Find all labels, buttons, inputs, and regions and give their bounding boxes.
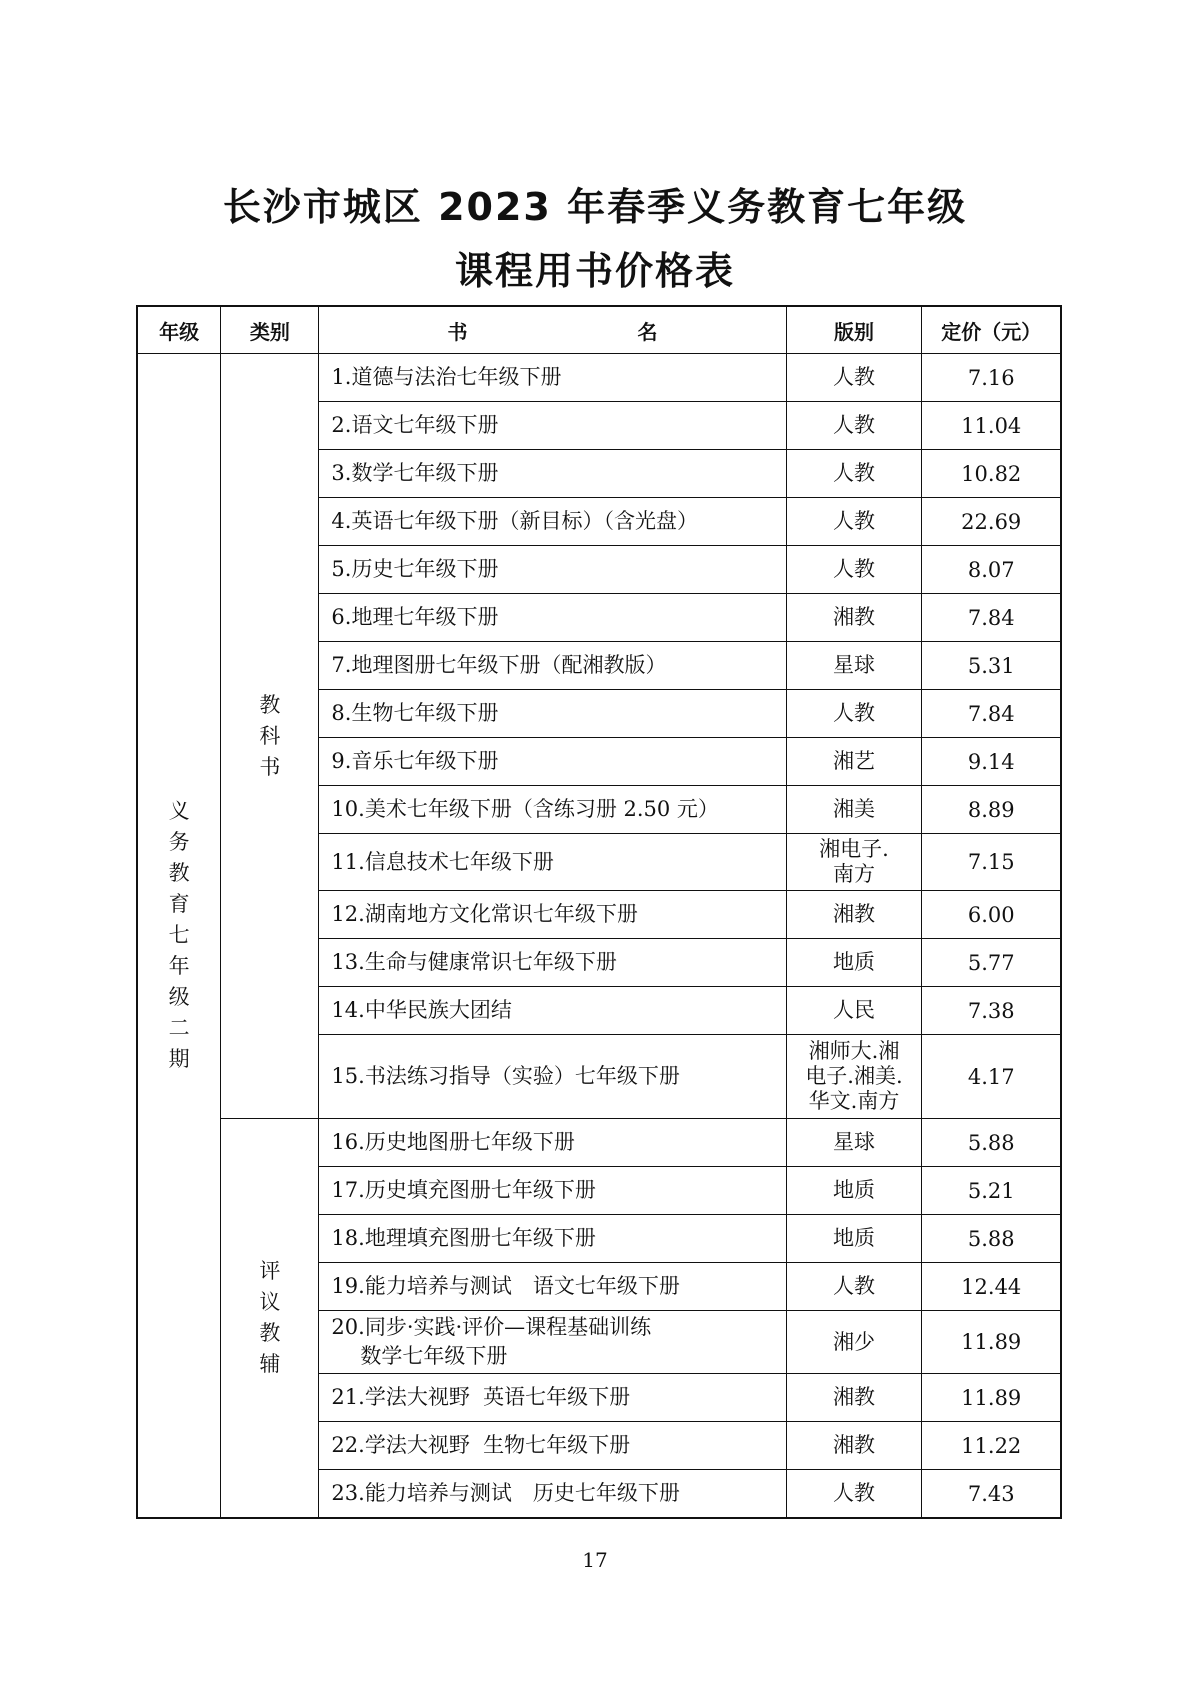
publisher-line: 南方: [833, 862, 875, 886]
book-name: 11.信息技术七年级下册: [319, 834, 786, 891]
publisher-line: 湘师大.湘: [808, 1039, 900, 1063]
price: 5.31: [922, 642, 1061, 690]
book-name: 18.地理填充图册七年级下册: [319, 1215, 786, 1263]
publisher: 人教: [786, 450, 922, 498]
page-title: 长沙市城区 2023 年春季义务教育七年级: [222, 185, 968, 229]
book-name: 6.地理七年级下册: [319, 594, 786, 642]
header-grade: 年级: [137, 306, 221, 354]
price: 7.43: [922, 1470, 1061, 1519]
publisher: 星球: [786, 1119, 922, 1167]
book-name: 16.历史地图册七年级下册: [319, 1119, 786, 1167]
price: 5.21: [922, 1167, 1061, 1215]
publisher: 地质: [786, 1167, 922, 1215]
price: 4.17: [922, 1035, 1061, 1119]
price-table: [136, 305, 1062, 1519]
grade-cell: [137, 354, 221, 1519]
header-category: 类别: [221, 306, 319, 354]
publisher: 湘教: [786, 1422, 922, 1470]
book-name: 13.生命与健康常识七年级下册: [319, 939, 786, 987]
price: 7.15: [922, 834, 1061, 891]
publisher: 人教: [786, 690, 922, 738]
header-book-name-a: 书: [447, 319, 468, 344]
publisher: 人教: [786, 546, 922, 594]
table-row: [137, 354, 1061, 402]
publisher: 人教: [786, 402, 922, 450]
price: 5.88: [922, 1119, 1061, 1167]
price: 7.84: [922, 594, 1061, 642]
book-name: 21.学法大视野 英语七年级下册: [319, 1374, 786, 1422]
publisher: 湘教: [786, 891, 922, 939]
publisher: 湘教: [786, 594, 922, 642]
price: 9.14: [922, 738, 1061, 786]
price: 10.82: [922, 450, 1061, 498]
page-subtitle: 课程用书价格表: [454, 249, 735, 293]
publisher: 人教: [786, 354, 922, 402]
publisher: 湘艺: [786, 738, 922, 786]
price: 5.77: [922, 939, 1061, 987]
page-number: 17: [582, 1548, 608, 1572]
book-name: 2.语文七年级下册: [319, 402, 786, 450]
publisher: 湘少: [786, 1311, 922, 1374]
publisher: [786, 834, 922, 891]
header-price: 定价（元）: [922, 306, 1061, 354]
publisher: 人教: [786, 1470, 922, 1519]
publisher: [786, 1035, 922, 1119]
book-name: 14.中华民族大团结: [319, 987, 786, 1035]
book-name-line: 20.同步·实践·评价—课程基础训练: [331, 1315, 652, 1339]
book-name: 9.音乐七年级下册: [319, 738, 786, 786]
header-book-name-b: 名: [637, 319, 658, 344]
price: 11.04: [922, 402, 1061, 450]
grade-label: 义务教育七年级二期: [168, 799, 190, 1071]
publisher: 湘教: [786, 1374, 922, 1422]
book-name: 3.数学七年级下册: [319, 450, 786, 498]
publisher: 星球: [786, 642, 922, 690]
price: 12.44: [922, 1263, 1061, 1311]
price: 7.84: [922, 690, 1061, 738]
price: 8.89: [922, 786, 1061, 834]
price: 11.89: [922, 1374, 1061, 1422]
publisher: 人教: [786, 498, 922, 546]
table-row: [137, 1119, 1061, 1167]
header-publisher: 版别: [786, 306, 922, 354]
book-name: 4.英语七年级下册（新目标）（含光盘）: [319, 498, 786, 546]
price: 22.69: [922, 498, 1061, 546]
publisher: 湘美: [786, 786, 922, 834]
category-cell-textbooks: [221, 354, 319, 1119]
publisher-line: 湘电子.: [819, 837, 889, 861]
book-name: 15.书法练习指导（实验）七年级下册: [319, 1035, 786, 1119]
publisher: 人民: [786, 987, 922, 1035]
category-label-supplementary: 评议教辅: [259, 1259, 281, 1376]
book-name: 17.历史填充图册七年级下册: [319, 1167, 786, 1215]
publisher: 人教: [786, 1263, 922, 1311]
book-name: [319, 1311, 786, 1374]
header-book-name: [319, 306, 786, 354]
book-name: 7.地理图册七年级下册（配湘教版）: [319, 642, 786, 690]
book-name: 12.湖南地方文化常识七年级下册: [319, 891, 786, 939]
book-name: 19.能力培养与测试 语文七年级下册: [319, 1263, 786, 1311]
price: 6.00: [922, 891, 1061, 939]
price: 8.07: [922, 546, 1061, 594]
category-cell-supplementary: [221, 1119, 319, 1519]
book-name-line: 数学七年级下册: [360, 1344, 508, 1368]
price: 11.22: [922, 1422, 1061, 1470]
price: 7.38: [922, 987, 1061, 1035]
book-name: 23.能力培养与测试 历史七年级下册: [319, 1470, 786, 1519]
book-name: 22.学法大视野 生物七年级下册: [319, 1422, 786, 1470]
publisher: 地质: [786, 1215, 922, 1263]
book-name: 1.道德与法治七年级下册: [319, 354, 786, 402]
category-label-textbooks: 教科书: [259, 692, 281, 779]
publisher: 地质: [786, 939, 922, 987]
table-header-row: [137, 306, 1061, 354]
publisher-line: 华文.南方: [808, 1089, 900, 1113]
price: 11.89: [922, 1311, 1061, 1374]
book-name: 10.美术七年级下册（含练习册 2.50 元）: [319, 786, 786, 834]
price: 5.88: [922, 1215, 1061, 1263]
book-name: 8.生物七年级下册: [319, 690, 786, 738]
price: 7.16: [922, 354, 1061, 402]
publisher-line: 电子.湘美.: [805, 1064, 903, 1088]
book-name: 5.历史七年级下册: [319, 546, 786, 594]
